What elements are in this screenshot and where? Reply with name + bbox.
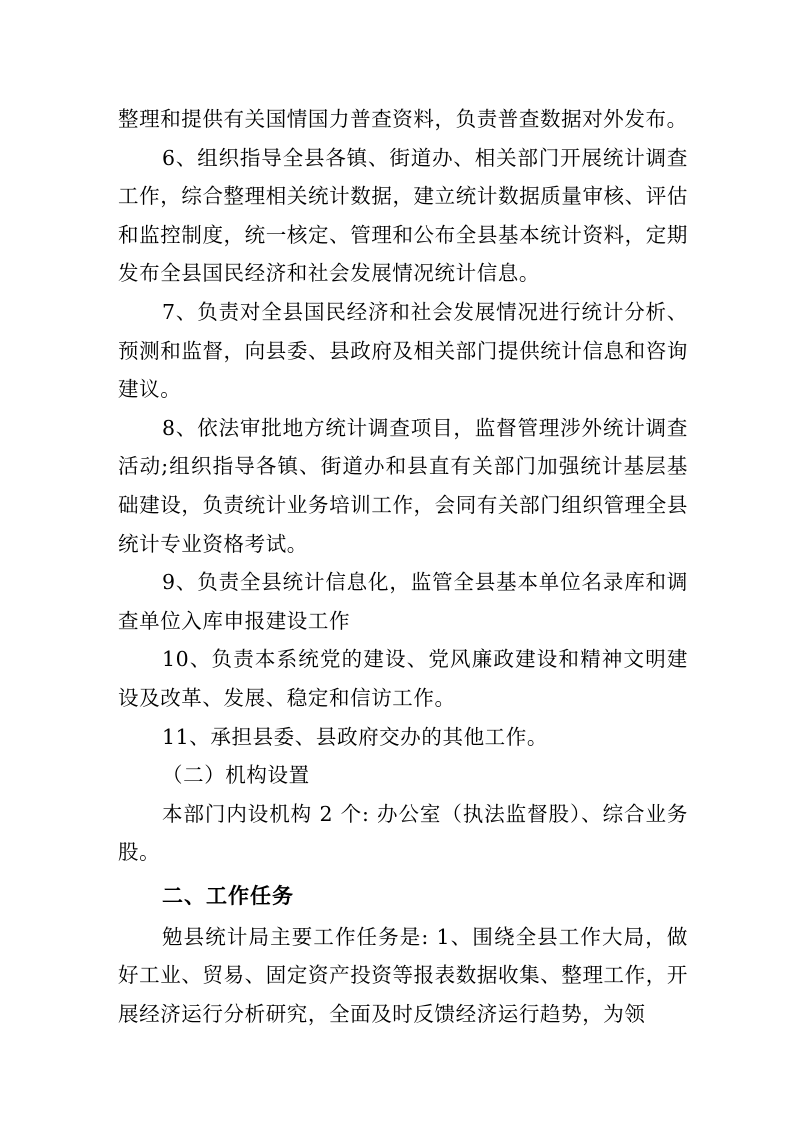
paragraph-item-10: 10、负责本系统党的建设、党风廉政建设和精神文明建设及改革、发展、稳定和信访工作。 <box>118 647 688 710</box>
paragraph-internal-units: 本部门内设机构 2 个: 办公室（执法监督股）、综合业务股。 <box>118 801 688 865</box>
paragraph-item-8: 8、依法审批地方统计调查项目，监督管理涉外统计调查活动;组织指导各镇、街道办和县直有关部门加强统计基层基础建设，负责统计业务培训工作，会同有关部门组织管理全县统计专业资格考试。 <box>118 415 688 556</box>
paragraph-main-tasks: 勉县统计局主要工作任务是: 1、围绕全县工作大局，做好工业、贸易、固定资产投资等报表数据收集、整理工作，开展经济运行分析研究，全面及时反馈经济运行趋势，为领 <box>118 924 688 1027</box>
paragraph-item-7: 7、负责对全县国民经济和社会发展情况进行统计分析、预测和监督，向县委、县政府及相关部门提供统计信息和咨询建议。 <box>118 299 688 402</box>
paragraph-census-data: 整理和提供有关国情国力普查资料，负责普查数据对外发布。 <box>118 107 688 131</box>
document-body <box>118 100 688 1034</box>
subheading-organization: （二）机构设置 <box>162 763 310 788</box>
section-heading-work-tasks: 二、工作任务 <box>162 883 294 908</box>
paragraph-item-9: 9、负责全县统计信息化，监管全县基本单位名录库和调查单位入库申报建设工作 <box>118 570 688 633</box>
paragraph-item-11: 11、承担县委、县政府交办的其他工作。 <box>162 724 548 749</box>
paragraph-item-6: 6、组织指导全县各镇、街道办、相关部门开展统计调查工作，综合整理相关统计数据，建立统计数据质量审核、评估和监控制度，统一核定、管理和公布全县基本统计资料，定期发布全县国民经济和社会发展情况统计信息。 <box>118 145 688 286</box>
